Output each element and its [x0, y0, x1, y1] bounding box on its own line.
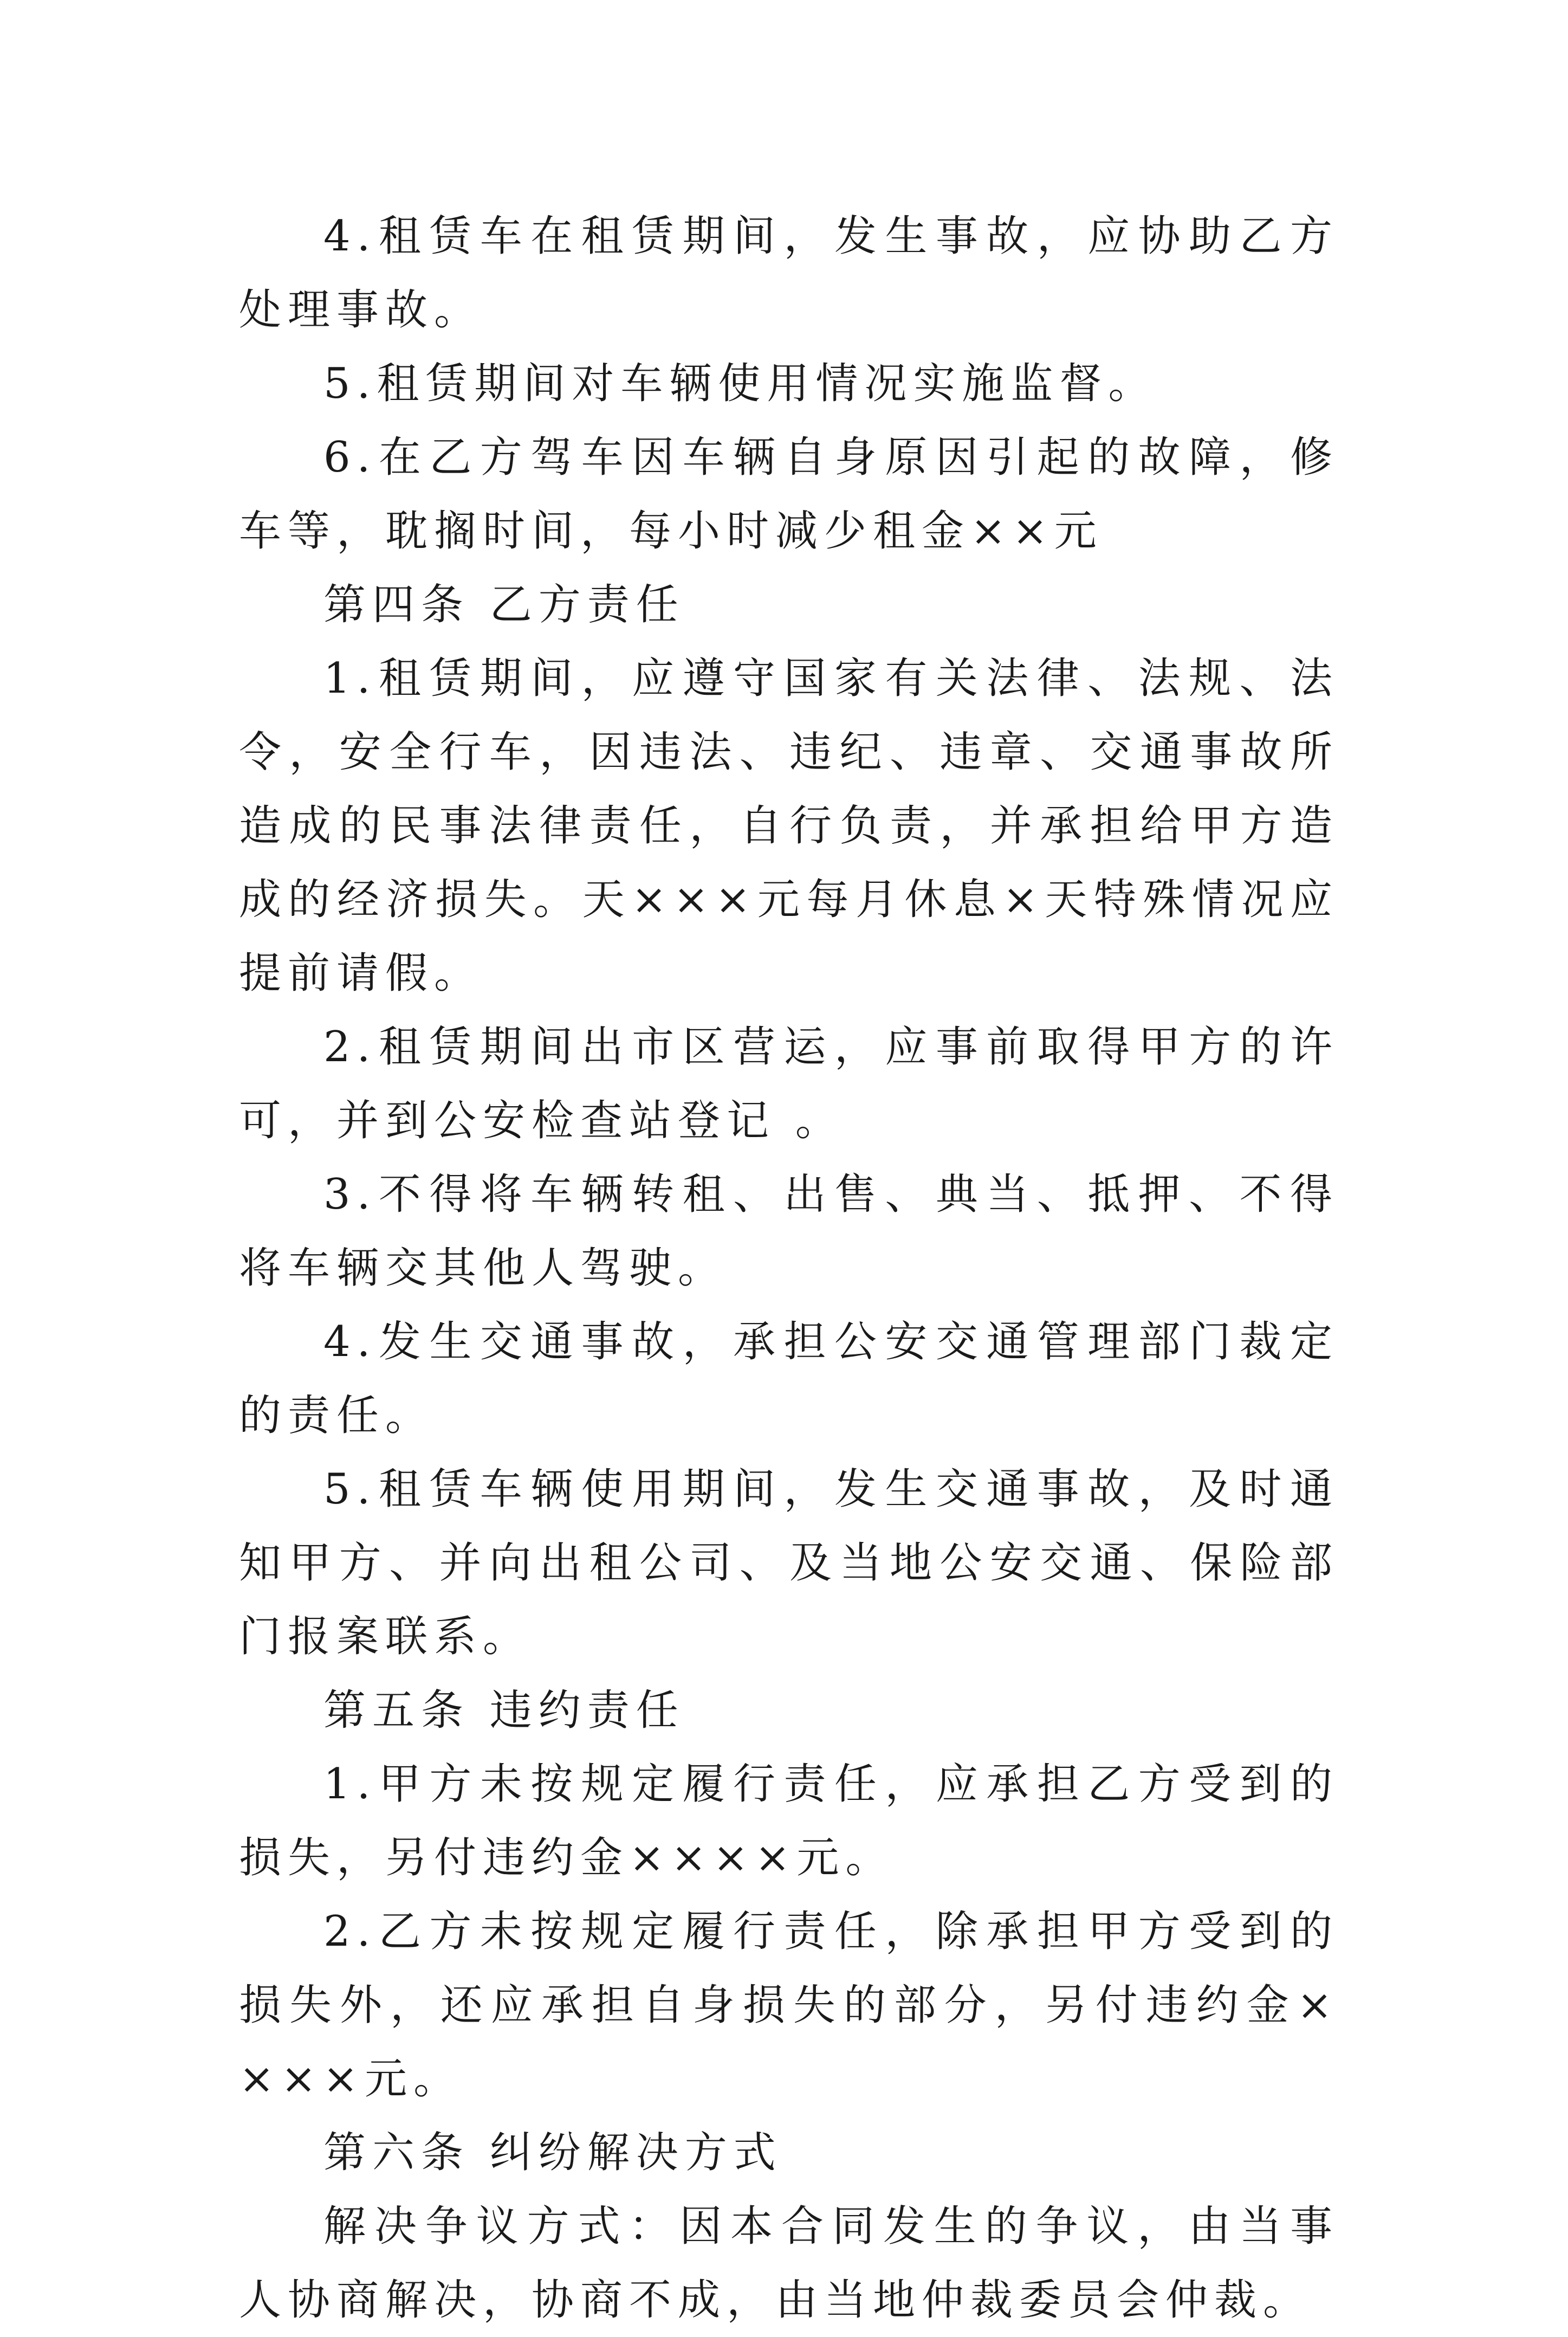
paragraph-breach-1: 1.甲方未按规定履行责任，应承担乙方受到的损失，另付违约金××××元。	[239, 1760, 1339, 1882]
paragraph-lessee-duty-4: 4.发生交通事故，承担公安交通管理部门裁定的责任。	[239, 1318, 1339, 1440]
paragraph-lessee-duty-5: 5.租赁车辆使用期间，发生交通事故，及时通知甲方、并向出租公司、及当地公安交通、保险部门报案联系。	[239, 1465, 1339, 1661]
section-heading-article-4: 第四条 乙方责任	[323, 580, 685, 629]
paragraph-lessor-duty-4: 4.租赁车在租赁期间，发生事故，应协助乙方处理事故。	[239, 212, 1339, 334]
paragraph-dispute-resolution: 解决争议方式：因本合同发生的争议，由当事人协商解决，协商不成，由当地仲裁委员会仲裁。	[239, 2202, 1339, 2325]
paragraph-breach-2: 2.乙方未按规定履行责任，除承担甲方受到的损失外，还应承担自身损失的部分，另付违约金××××元。	[239, 1907, 1339, 2103]
document-body	[239, 199, 1339, 2337]
paragraph-lessor-duty-6: 6.在乙方驾车因车辆自身原因引起的故障，修车等，耽搁时间，每小时减少租金××元	[239, 433, 1339, 556]
paragraph-lessee-duty-3: 3.不得将车辆转租、出售、典当、抵押、不得将车辆交其他人驾驶。	[239, 1170, 1339, 1293]
paragraph-lessee-duty-2: 2.租赁期间出市区营运，应事前取得甲方的许可，并到公安检查站登记 。	[239, 1023, 1339, 1145]
paragraph-lessor-duty-5: 5.租赁期间对车辆使用情况实施监督。	[323, 359, 1157, 408]
section-heading-article-5: 第五条 违约责任	[323, 1686, 685, 1735]
section-heading-article-6: 第六条 纠纷解决方式	[323, 2128, 782, 2177]
paragraph-lessee-duty-1: 1.租赁期间，应遵守国家有关法律、法规、法令，安全行车，因违法、违纪、违章、交通事故所造成的民事法律责任，自行负责，并承担给甲方造成的经济损失。天×××元每月休息×天特殊情况应提前请假。	[239, 654, 1339, 998]
